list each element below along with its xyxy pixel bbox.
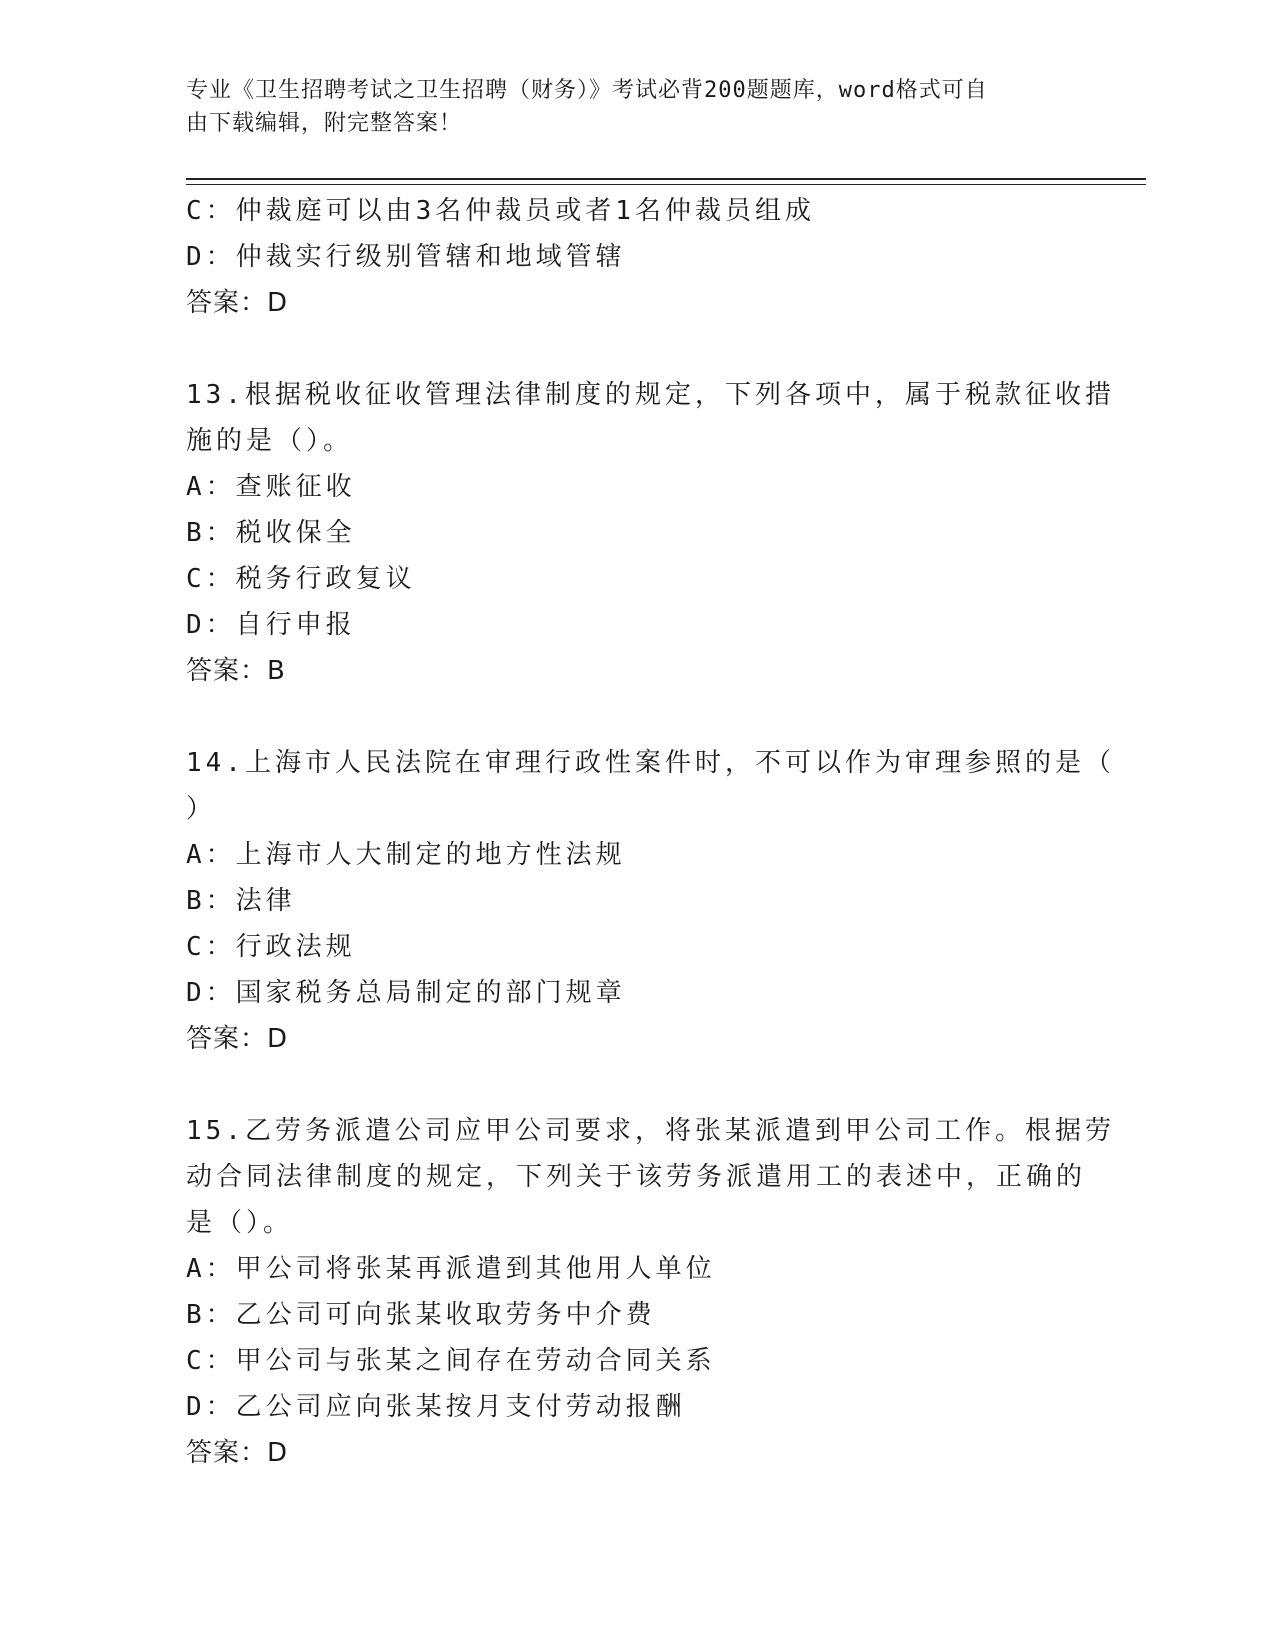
prev-question-block [186,188,1086,326]
option-d: D：自行申报 [186,610,356,640]
question-stem-line-1: 15.乙劳务派遣公司应甲公司要求，将张某派遣到甲公司工作。根据劳 [186,1116,1115,1146]
document-header [186,74,1066,140]
question-14 [186,740,1115,1062]
option-c: C：仲裁庭可以由3名仲裁员或者1名仲裁员组成 [186,196,815,226]
question-stem-line-3: 是（）。 [186,1208,294,1238]
option-a: A：甲公司将张某再派遣到其他用人单位 [186,1254,716,1284]
header-divider-thin [186,184,1146,185]
question-13 [186,372,1115,694]
header-divider-thick [186,178,1146,180]
answer-line: 答案：D [186,1024,289,1054]
question-stem-line-1: 13.根据税收征收管理法律制度的规定，下列各项中，属于税款征收措 [186,380,1115,410]
header-title-line-1: 专业《卫生招聘考试之卫生招聘（财务）》考试必背200题题库，word格式可自 [186,78,988,103]
option-a: A：上海市人大制定的地方性法规 [186,840,626,870]
spacer [186,1062,1086,1108]
option-c: C：税务行政复议 [186,564,416,594]
document-body [186,188,1115,1476]
spacer [186,326,1086,372]
question-stem-line-1: 14.上海市人民法院在审理行政性案件时，不可以作为审理参照的是（ [186,748,1115,778]
header-title-line-2: 由下载编辑，附完整答案！ [186,111,463,136]
option-d: D：国家税务总局制定的部门规章 [186,978,626,1008]
option-d: D：乙公司应向张某按月支付劳动报酬 [186,1392,686,1422]
answer-line: 答案：D [186,1438,289,1468]
option-a: A：查账征收 [186,472,356,502]
question-stem-line-2: 施的是（）。 [186,426,354,456]
option-d: D：仲裁实行级别管辖和地域管辖 [186,242,626,272]
question-stem-line-2: ） [186,794,217,824]
question-15 [186,1108,1115,1476]
option-b: B：法律 [186,886,296,916]
option-c: C：行政法规 [186,932,356,962]
option-b: B：税收保全 [186,518,356,548]
option-b: B：乙公司可向张某收取劳务中介费 [186,1300,656,1330]
question-stem-line-2: 动合同法律制度的规定，下列关于该劳务派遣用工的表述中，正确的 [186,1162,1087,1192]
answer-line: 答案：D [186,288,289,318]
option-c: C：甲公司与张某之间存在劳动合同关系 [186,1346,716,1376]
answer-line: 答案：B [186,656,286,686]
spacer [186,694,1086,740]
